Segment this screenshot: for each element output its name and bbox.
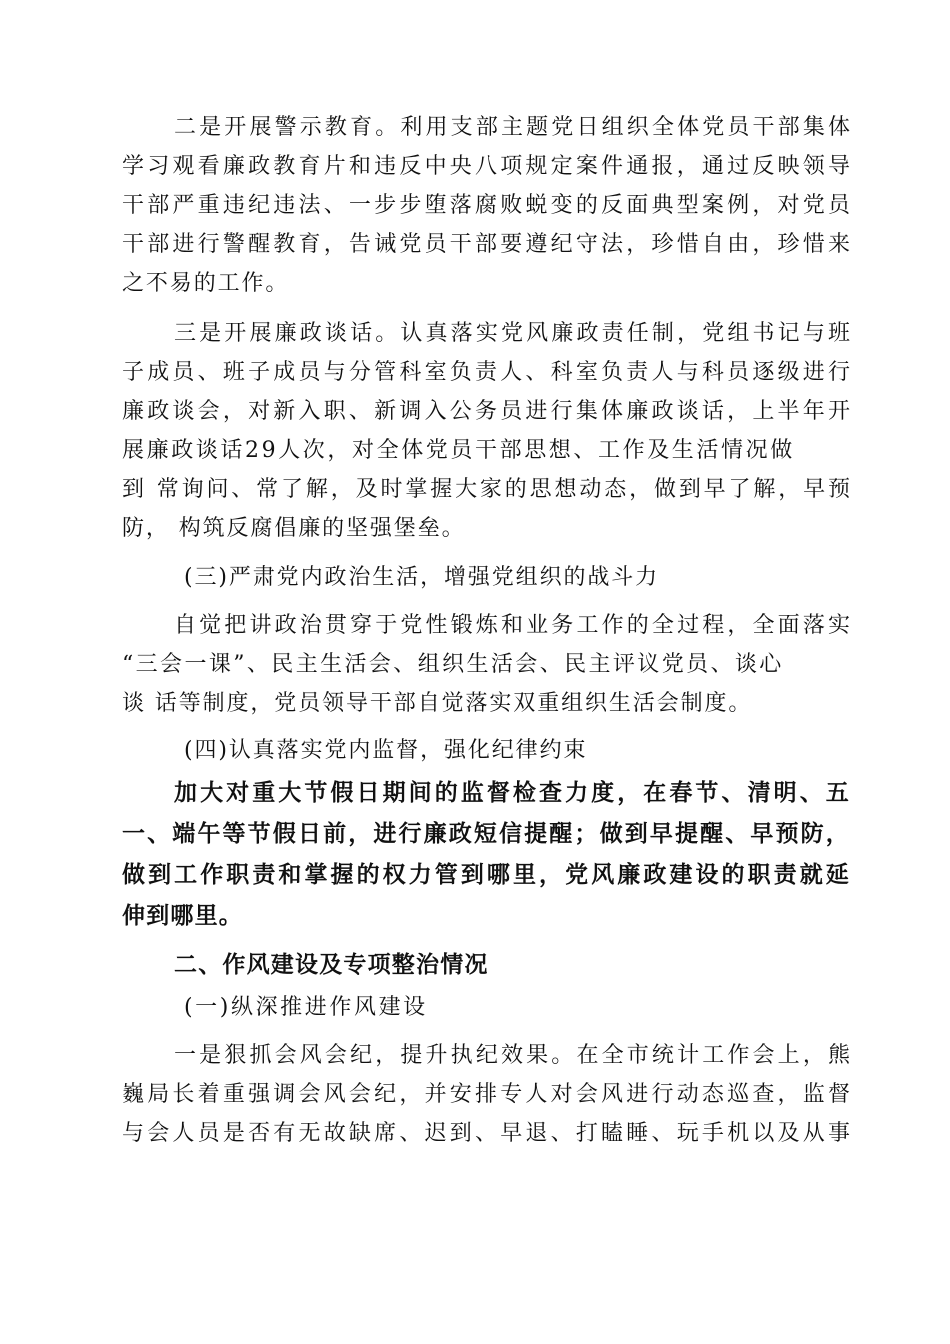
text-line: 做到工作职责和掌握的权力管到哪里，党风廉政建设的职责就延 xyxy=(122,862,850,888)
text-line: 到 常询问、常了解，及时掌握大家的思想动态，做到早了解，早预 xyxy=(122,477,850,502)
text-line: “三会一课”、民主生活会、组织生活会、民主评议党员、谈心 xyxy=(122,652,784,677)
text-line: 三是开展廉政谈话。认真落实党风廉政责任制，党组书记与班 xyxy=(174,321,850,346)
text-line: 干部进行警醒教育，告诫党员干部要遵纪守法，珍惜自由，珍惜来 xyxy=(122,232,850,257)
subheading-text: (一)纵深推进作风建设 xyxy=(184,995,428,1020)
subheading-text: (四)认真落实党内监督，强化纪律约束 xyxy=(184,738,588,763)
text-line: 展廉政谈话29人次，对全体党员干部思想、工作及生活情况做 xyxy=(122,438,795,463)
text-line: 与会人员是否有无故缺席、迟到、早退、打瞌睡、玩手机以及从事 xyxy=(122,1121,850,1146)
text-line: 子成员、班子成员与分管科室负责人、科室负责人与科员逐级进行 xyxy=(122,360,850,385)
text-line: 一是狠抓会风会纪，提升执纪效果。在全市统计工作会上，熊 xyxy=(174,1043,850,1068)
subheading-text: (三)严肃党内政治生活，增强党组织的战斗力 xyxy=(184,565,660,590)
text-line: 伸到哪里。 xyxy=(122,903,243,929)
text-line: 加大对重大节假日期间的监督检查力度，在春节、清明、五 xyxy=(174,780,850,806)
text-line: 二是开展警示教育。利用支部主题党日组织全体党员干部集体 xyxy=(174,115,850,140)
text-line: 干部严重违纪违法、一步步堕落腐败蜕变的反面典型案例，对党员 xyxy=(122,193,850,218)
text-line: 谈 话等制度，党员领导干部自觉落实双重组织生活会制度。 xyxy=(122,691,753,716)
text-line: 之不易的工作。 xyxy=(122,271,290,296)
text-line: 自觉把讲政治贯穿于党性锻炼和业务工作的全过程，全面落实 xyxy=(174,613,850,638)
text-line: 学习观看廉政教育片和违反中央八项规定案件通报，通过反映领导 xyxy=(122,154,850,179)
text-line: 一、端午等节假日前，进行廉政短信提醒；做到早提醒、早预防， xyxy=(122,821,850,847)
text-line: 巍局长着重强调会风会纪，并安排专人对会风进行动态巡查，监督 xyxy=(122,1082,850,1107)
section-heading-text: 二、作风建设及专项整治情况 xyxy=(174,952,489,978)
text-line: 防， 构筑反腐倡廉的坚强堡垒。 xyxy=(122,516,466,541)
text-line: 廉政谈会，对新入职、新调入公务员进行集体廉政谈话，上半年开 xyxy=(122,399,850,424)
